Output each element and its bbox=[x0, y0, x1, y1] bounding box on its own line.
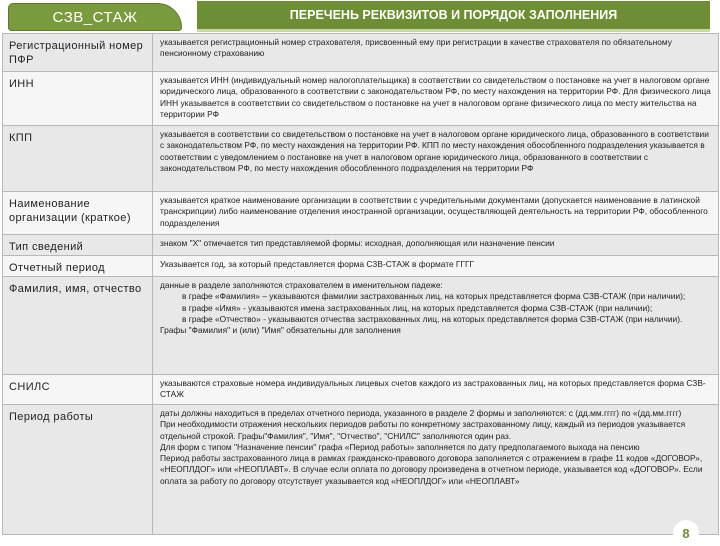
form-name-tab: СЗВ_СТАЖ bbox=[8, 3, 182, 31]
requisites-table bbox=[2, 33, 719, 535]
row-description: знаком "Х" отмечается тип представляемой формы: исходная, дополняющая или назначение пенсии bbox=[153, 235, 719, 256]
row-label: Наименование организации (краткое) bbox=[3, 192, 153, 235]
row-description: данные в разделе заполняются страхователем в именительном падеже: в графе «Фамилия» – указываются фамилии застрахованных лиц, на которых представляется форма СЗВ-СТАЖ (при наличии); в графе «Имя» - указываются имена застрахованных лиц, на которых представляется форма СЗВ-СТАЖ (при наличии); в графе «Отчество» - указываются отчества застрахованных лиц, на которых представляется форма СЗВ-СТАЖ (при наличии). Графы "Фамилия" и (или) "Имя" обязательны для заполнения bbox=[153, 277, 719, 375]
row-label: Период работы bbox=[3, 405, 153, 535]
row-description: указывается в соответствии со свидетельством о постановке на учет в налоговом органе юридического лица, образованного в соответствии с законодательством РФ, по месту нахождения на территории РФ. КПП по месту нахождения обособленного подразделения указывается в соответствии с уведомлением о постановке на учет в налоговом органе юридического лица, образованного в соответствии с законодательством РФ, по месту нахождения обособленного подразделения на территории РФ bbox=[153, 126, 719, 192]
row-label: Отчетный период bbox=[3, 256, 153, 277]
row-description: указываются страховые номера индивидуальных лицевых счетов каждого из застрахованных лиц, на которых представляется форма СЗВ-СТАЖ bbox=[153, 375, 719, 405]
slide-header bbox=[0, 0, 720, 33]
row-label: Тип сведений bbox=[3, 235, 153, 256]
table-row bbox=[3, 405, 719, 535]
row-description: указывается ИНН (индивидуальный номер налогоплательщика) в соответствии со свидетельством о постановке на учет в налоговом органе юридического лица, образованного в соответствии с законодательством РФ, по месту нахождения на территории РФ. Для физического лица ИНН указывается в соответствии со свидетельством о постановке на учет в налоговом органе физического лица по месту жительства на территории РФ bbox=[153, 72, 719, 126]
row-description: указывается регистрационный номер страхователя, присвоенный ему при регистрации в качестве страхователя по обязательному пенсионному страхованию bbox=[153, 34, 719, 72]
row-label: Фамилия, имя, отчество bbox=[3, 277, 153, 375]
row-description: указывается краткое наименование организации в соответствии с учредительными документами (допускается наименование в латинской транскрипции) либо наименование отделения иностранной организации, осуществляющей деятельность на территории РФ, обособленного подразделения bbox=[153, 192, 719, 235]
row-description: Указывается год, за который представляется форма СЗВ-СТАЖ в формате ГГГГ bbox=[153, 256, 719, 277]
table-row bbox=[3, 126, 719, 192]
row-label: ИНН bbox=[3, 72, 153, 126]
table-row bbox=[3, 235, 719, 256]
page-number: 8 bbox=[673, 520, 699, 546]
row-label: СНИЛС bbox=[3, 375, 153, 405]
table-row bbox=[3, 375, 719, 405]
slide-title: ПЕРЕЧЕНЬ РЕКВИЗИТОВ И ПОРЯДОК ЗАПОЛНЕНИЯ bbox=[197, 1, 710, 32]
table-row bbox=[3, 192, 719, 235]
table-row bbox=[3, 277, 719, 375]
table-row bbox=[3, 72, 719, 126]
table-row bbox=[3, 34, 719, 72]
row-description: даты должны находиться в пределах отчетного периода, указанного в разделе 2 формы и заполняются: с (дд.мм.гггг) по «(дд.мм.гггг) При необходимости отражения нескольких периодов работы по конкретному застрахованному лицу, каждый из периодов указывается отдельной строкой. Графы"Фамилия", "Имя", "Отчество", "СНИЛС" заполняются один раз. Для форм с типом "Назначение пенсии" графа «Период работы» заполняется по дату предполагаемого выхода на пенсию Период работы застрахованного лица в рамках гражданско-правового договора заполняется с отражением в графе 11 кодов «ДОГОВОР», «НЕОПЛДОГ» или «НЕОПЛАВТ». В случае если оплата по договору произведена в отчетном периоде, указывается код «ДОГОВОР». Если оплата за работу по договору отсутствует указывается код «НЕОПЛДОГ» или «НЕОПЛАВТ» bbox=[153, 405, 719, 535]
table-row bbox=[3, 256, 719, 277]
row-label: Регистрационный номер ПФР bbox=[3, 34, 153, 72]
row-label: КПП bbox=[3, 126, 153, 192]
